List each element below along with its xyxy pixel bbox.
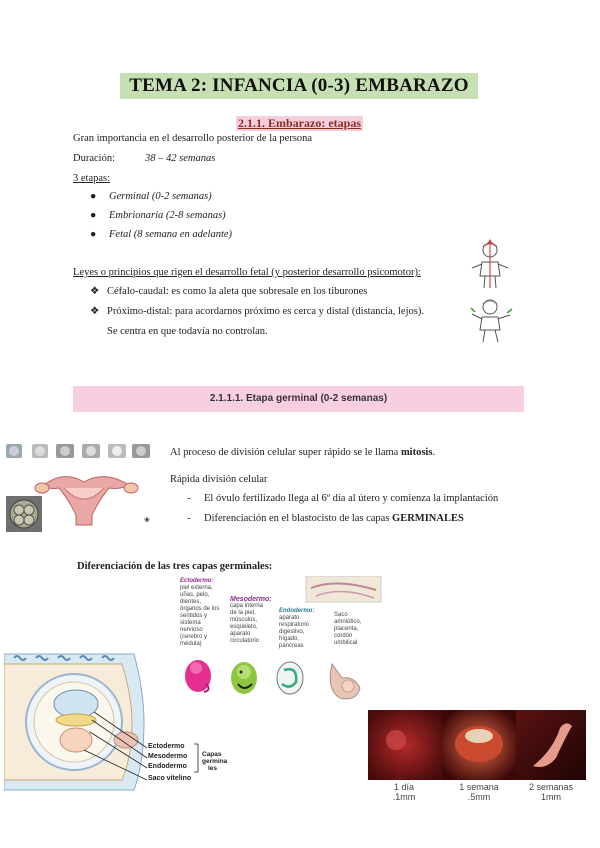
germinal-point: El óvulo fertilizado llega al 6º día al útero y comienza la implantación <box>204 493 499 504</box>
amniotic-line: umbilical <box>334 640 358 646</box>
ectoderm-line: dientes, <box>180 599 202 605</box>
brace-label-line: les <box>208 765 218 772</box>
brace-label-line: germina <box>202 758 228 765</box>
caption-line: 1 semana <box>459 782 499 792</box>
intro-text: Gran importancia en el desarrollo posterior de la persona <box>73 133 313 144</box>
page-title: TEMA 2: INFANCIA (0-3) EMBARAZO <box>120 73 478 99</box>
mesoderm-title: Mesodermo: <box>230 596 272 603</box>
germinal-point <box>204 512 464 525</box>
duration-value: 38 – 42 semanas <box>145 153 216 164</box>
label-endodermo: Endodermo <box>148 763 187 770</box>
layers-heading: Diferenciación de las tres capas germinales: <box>77 561 273 572</box>
section-heading-germinal: 2.1.1.1. Etapa germinal (0-2 semanas) <box>209 393 388 404</box>
label-saco-vitelino: Saco vitelino <box>148 775 192 782</box>
caption-line: 2 semanas <box>528 782 574 792</box>
svg-text:❀: ❀ <box>144 517 150 524</box>
embryo-section-diagram <box>4 652 264 792</box>
diamond-bullet-icon: ❖ <box>90 306 100 317</box>
ectoderm-line: médula) <box>180 641 202 647</box>
caption-line: .5mm <box>467 792 491 802</box>
endoderm-line: páncreas <box>279 643 304 649</box>
germinal-stage-figure <box>4 440 159 535</box>
rapid-division-text: Rápida división celular <box>170 474 268 485</box>
germinal-point-bold: GERMINALES <box>392 513 464 524</box>
duration-label: Duración: <box>73 153 115 164</box>
mitosis-word: mitosis <box>400 447 433 458</box>
mesoderm-line: capa interna <box>230 603 264 609</box>
photo-caption-2 <box>442 782 516 802</box>
law-item: Céfalo-caudal: es como la aleta que sobresale en los tiburones <box>107 286 368 297</box>
ectoderm-line: sentidos y <box>180 613 208 619</box>
law-item: Próximo-distal: para acordarnos próximo es cerca y distal (distancia, lejos). <box>107 306 424 317</box>
label-mesodermo: Mesodermo <box>148 753 188 760</box>
dash-bullet: - <box>187 493 191 504</box>
caption-line: .1mm <box>392 792 416 802</box>
ectoderm-title: Ectodermo: <box>180 578 214 584</box>
mesoderm-line: de la piel, <box>230 610 256 616</box>
mitosis-end: . <box>432 447 436 458</box>
endoderm-line: aparato <box>279 615 300 621</box>
child-cephalocaudal-icon <box>468 238 512 290</box>
photo-caption-3 <box>516 782 586 802</box>
stage-item: Embrionaria (2-8 semanas) <box>109 210 226 221</box>
ectoderm-line: órganos de los <box>180 606 220 612</box>
endoderm-line: hígado, <box>279 636 300 642</box>
ectoderm-line: piel externa, <box>180 585 213 591</box>
diamond-bullet-icon: ❖ <box>90 286 100 297</box>
label-ectodermo: Ectodermo <box>148 743 185 750</box>
stage-bullet: ● <box>90 210 97 221</box>
ectoderm-line: uñas, pelo, <box>180 592 210 598</box>
endoderm-title: Endodermo: <box>279 608 315 614</box>
laws-heading: Leyes o principios que rigen el desarrollo fetal (y posterior desarrollo psicomotor): <box>73 267 421 278</box>
ectoderm-line: (cerebro y <box>180 634 208 640</box>
amniotic-line: amniótico, <box>334 619 362 625</box>
photo-caption-1 <box>368 782 440 802</box>
endoderm-line: digestivo, <box>279 629 305 635</box>
law-note: Se centra en que todavía no controlan. <box>107 326 268 337</box>
ectoderm-line: sistema <box>180 620 201 626</box>
section-heading-embarazo: 2.1.1. Embarazo: etapas <box>238 116 361 130</box>
stage-bullet: ● <box>90 191 97 202</box>
mitosis-text: Al proceso de división celular super rápido se le llama <box>170 447 401 458</box>
endoderm-line: respiratorio <box>279 622 310 628</box>
stages-label: 3 etapas: <box>73 173 111 184</box>
caption-line: 1mm <box>541 792 561 802</box>
amniotic-line: cordón <box>334 633 353 639</box>
stage-item: Fetal (8 semana en adelante) <box>109 229 233 240</box>
mesoderm-line: circulatorio <box>230 638 260 644</box>
section-bar-germinal <box>73 386 524 412</box>
mesoderm-line: esqueleto, <box>230 624 258 630</box>
mesoderm-line: músculos, <box>230 617 258 623</box>
mesoderm-line: aparato <box>230 631 251 637</box>
brace-label <box>202 751 227 772</box>
germinal-point-text: Diferenciación en el blastocisto de las capas <box>204 513 393 524</box>
child-proximodistal-icon <box>470 298 514 344</box>
amniotic-line: placenta, <box>334 626 359 632</box>
ectoderm-line: nervioso <box>180 627 203 633</box>
dash-bullet: - <box>187 513 191 524</box>
embryo-growth-photos <box>368 710 586 805</box>
amniotic-line: Saco <box>334 612 348 618</box>
caption-line: 1 día <box>393 782 415 792</box>
stage-bullet: ● <box>90 229 97 240</box>
brace-label-line: Capas <box>202 751 222 758</box>
mitosis-sentence <box>170 446 435 459</box>
stage-item: Germinal (0-2 semanas) <box>109 191 212 202</box>
